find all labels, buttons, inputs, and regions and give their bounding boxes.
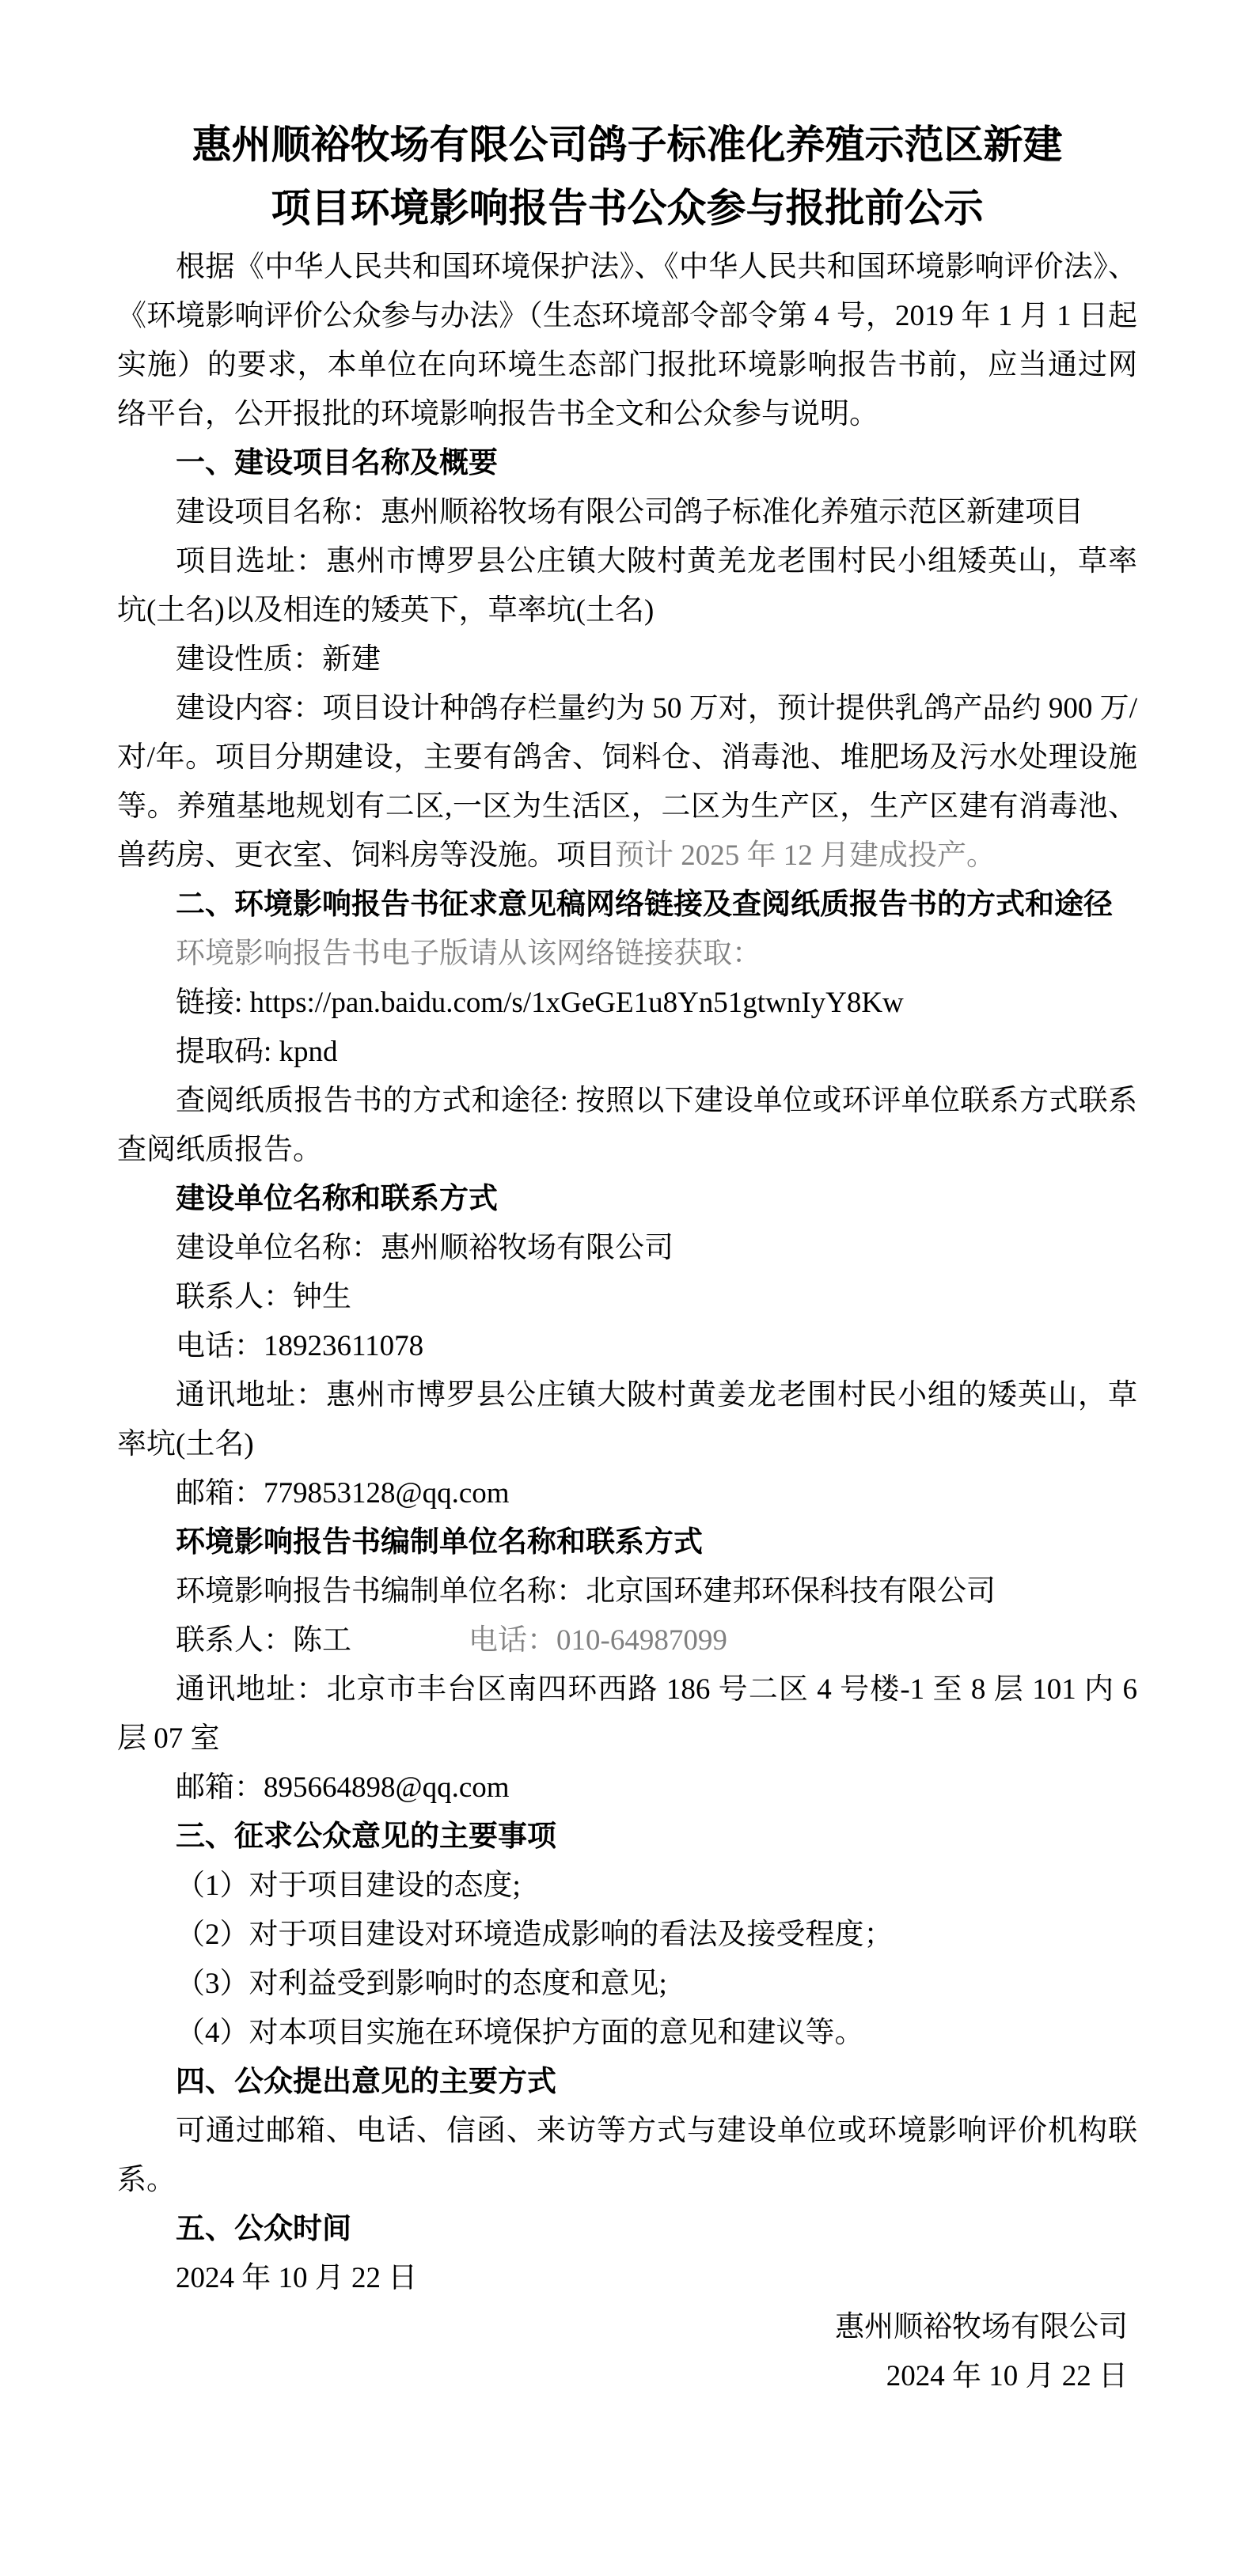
- opinion-item-2: [117, 1911, 1137, 1960]
- text-segment: 项目选址：惠州市博罗县公庄镇大陂村黄羌龙老围村民小组矮英山，草率坑(土名)以及相连的矮英下，草率坑(土名): [117, 545, 1137, 627]
- builder-name: [117, 1224, 1137, 1273]
- text-segment: 提取码: kpnd: [176, 1036, 338, 1068]
- text-segment: 联系人：陈工: [176, 1624, 351, 1657]
- preparer-contact-heading: [117, 1518, 1137, 1567]
- signature-company: [117, 2303, 1137, 2352]
- text-segment: 环境影响报告书编制单位名称和联系方式: [176, 1526, 703, 1559]
- intro-paragraph: [117, 243, 1137, 439]
- link-label: 链接:: [176, 987, 250, 1019]
- text-segment: 建设项目名称：惠州顺裕牧场有限公司鸽子标准化养殖示范区新建项目: [176, 496, 1083, 528]
- text-segment: 邮箱：895664898@qq.com: [176, 1771, 510, 1804]
- section-3-heading: [117, 1813, 1137, 1862]
- text-segment: 邮箱：779853128@qq.com: [176, 1477, 510, 1510]
- report-access-note: [117, 930, 1137, 979]
- section-5-heading: [117, 2205, 1137, 2254]
- text-segment: 可通过邮箱、电话、信函、来访等方式与建设单位或环境影响评价机构联系。: [117, 2115, 1137, 2196]
- preparer-email: [117, 1763, 1137, 1813]
- section-1-heading: [117, 439, 1137, 488]
- text-segment: [351, 1624, 469, 1657]
- text-segment: 查阅纸质报告书的方式和途径: 按照以下建设单位或环评单位联系方式联系查阅纸质报告。: [117, 1085, 1137, 1166]
- builder-address: [117, 1371, 1137, 1469]
- feedback-methods: [117, 2107, 1137, 2205]
- preparer-address: [117, 1665, 1137, 1763]
- opinion-item-1: [117, 1862, 1137, 1911]
- extraction-code: [117, 1028, 1137, 1077]
- text-segment: 五、公众时间: [176, 2213, 351, 2245]
- document-title-line-2: 项目环境影响报告书公众参与报批前公示: [271, 186, 984, 230]
- text-segment: 建设单位名称：惠州顺裕牧场有限公司: [176, 1232, 674, 1264]
- paper-report-access: [117, 1077, 1137, 1175]
- text-segment: 四、公众提出意见的主要方式: [176, 2066, 556, 2098]
- project-nature: [117, 635, 1137, 684]
- text-segment: 通讯地址：惠州市博罗县公庄镇大陂村黄姜龙老围村民小组的矮英山，草率坑(土名): [117, 1379, 1137, 1460]
- section-4-heading: [117, 2058, 1137, 2107]
- text-segment: 根据《中华人民共和国环境保护法》、《中华人民共和国环境影响评价法》、《环境影响评价公众参与办法》（生态环境部令部令第 4 号，2019 年 1 月 1 日起实施）的要求，本单位在向环境生态部门报批环境影响报告书前，应当通过网络平台，公开报批的环境影响报告书全文和公众参与说明。: [117, 251, 1137, 430]
- text-segment: 电话：010-64987099: [469, 1624, 727, 1657]
- text-segment: 建设单位名称和联系方式: [176, 1183, 498, 1215]
- text-segment: （3）对利益受到影响时的态度和意见;: [176, 1968, 667, 2000]
- document-title-line-1: 惠州顺裕牧场有限公司鸽子标准化养殖示范区新建: [192, 123, 1063, 167]
- text-segment: （2）对于项目建设对环境造成影响的看法及接受程度；: [176, 1919, 894, 1951]
- text-segment: 环境影响报告书编制单位名称：北京国环建邦环保科技有限公司: [176, 1575, 996, 1608]
- text-segment: 建设内容：项目设计种鸽存栏量约为 50 万对，预计提供乳鸽产品约 900 万/对/年。项目分期建设，主要有鸽舍、饲料仓、消毒池、堆肥场及污水处理设施等。养殖基地规划有二区,一区为生活区，二区为生产区，生产区建有消毒池、兽药房、更衣室、饲料房等没施。项目: [117, 692, 1137, 872]
- text-segment: （4）对本项目实施在环境保护方面的意见和建议等。: [176, 2017, 864, 2049]
- text-segment: 2024 年 10 月 22 日: [886, 2360, 1128, 2392]
- text-segment: 建设性质：新建: [176, 643, 381, 676]
- project-name: [117, 488, 1137, 537]
- text-segment: （1）对于项目建设的态度;: [176, 1869, 521, 1902]
- builder-phone: [117, 1322, 1137, 1371]
- text-segment: 二、环境影响报告书征求意见稿网络链接及查阅纸质报告书的方式和途径: [176, 888, 1113, 921]
- text-segment: 通讯地址：北京市丰台区南四环西路 186 号二区 4 号楼-1 至 8 层 101 内 6 层 07 室: [117, 1673, 1137, 1755]
- builder-contact-person: [117, 1273, 1137, 1322]
- baidu-pan-link: https://pan.baidu.com/s/1xGeGE1u8Yn51gtwnIyY8Kw: [249, 987, 904, 1019]
- text-segment: 预计 2025 年 12 月建成投产。: [615, 839, 996, 872]
- text-segment: 三、征求公众意见的主要事项: [176, 1820, 556, 1853]
- section-2-heading: [117, 881, 1137, 930]
- signature-date: [117, 2352, 1137, 2401]
- project-content: [117, 684, 1137, 881]
- text-segment: 惠州顺裕牧场有限公司: [835, 2311, 1128, 2343]
- project-location: [117, 537, 1137, 635]
- public-date: [117, 2254, 1137, 2303]
- report-link: [117, 979, 1137, 1028]
- text-segment: 电话：18923611078: [176, 1330, 424, 1362]
- preparer-contact-phone: [117, 1616, 1137, 1665]
- text-segment: 环境影响报告书电子版请从该网络链接获取：: [176, 938, 761, 970]
- document-body: [117, 243, 1137, 2401]
- document-title: [117, 113, 1137, 240]
- builder-email: [117, 1469, 1137, 1518]
- text-segment: 2024 年 10 月 22 日: [176, 2262, 418, 2294]
- opinion-item-4: [117, 2009, 1137, 2058]
- opinion-item-3: [117, 1960, 1137, 2009]
- preparer-name: [117, 1567, 1137, 1616]
- builder-contact-heading: [117, 1175, 1137, 1224]
- text-segment: 一、建设项目名称及概要: [176, 447, 498, 479]
- text-segment: 联系人：钟生: [176, 1281, 351, 1313]
